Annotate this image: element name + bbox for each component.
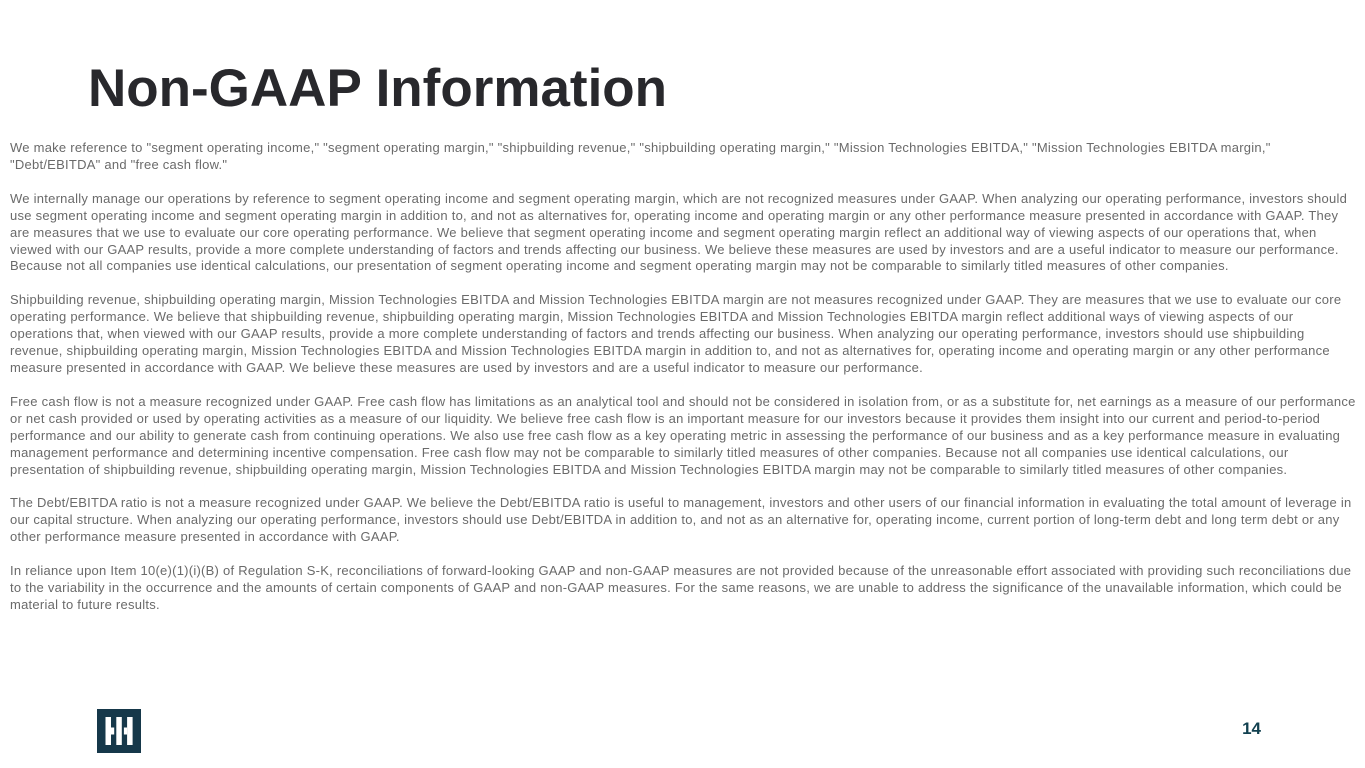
page-number: 14: [1242, 719, 1261, 738]
disclosure-text-block: [10, 140, 1357, 631]
paragraph-free-cash-flow: Free cash flow is not a measure recognized under GAAP. Free cash flow has limitations as an analytical tool and should not be considered in isolation from, or as a substitute for, net earnings as a measure of our performance or net cash provided or used by operating activities as a measure of our liquidity. We believe free cash flow is an important measure for our investors because it provides them insight into our current and period-to-period performance and our ability to generate cash from continuing operations. We also use free cash flow as a key operating metric in assessing the performance of our business and as a key performance measure in evaluating management performance and determining incentive compensation. Free cash flow may not be comparable to similarly titled measures of other companies. Because not all companies use identical calculations, our presentation of shipbuilding revenue, shipbuilding operating margin, Mission Technologies EBITDA and Mission Technologies EBITDA margin may not be comparable to similarly titled measures of other companies.: [10, 393, 1356, 477]
paragraph-regulation-sk: In reliance upon Item 10(e)(1)(i)(B) of Regulation S-K, reconciliations of forward-looking GAAP and non-GAAP measures are not provided because of the unreasonable effort associated with providing such reconciliations due to the variability in the occurrence and the amounts of certain components of GAAP and non-GAAP measures. For the same reasons, we are unable to address the significance of the unavailable information, which could be material to future results.: [10, 563, 1352, 612]
paragraph-segment-measures: We internally manage our operations by reference to segment operating income and segment operating margin, which are not recognized measures under GAAP. When analyzing our operating performance, investors should use segment operating income and segment operating margin in addition to, and not as alternatives for, operating income and operating margin or any other performance measure presented in accordance with GAAP. They are measures that we use to evaluate our core operating performance. We believe that segment operating income and segment operating margin reflect an additional way of viewing aspects of our operations that, when viewed with our GAAP results, provide a more complete understanding of factors and trends affecting our business. We believe these measures are used by investors and are a useful indicator to measure our performance. Because not all companies use identical calculations, our presentation of segment operating income and segment operating margin may not be comparable to similarly titled measures of other companies.: [10, 190, 1348, 274]
paragraph-references: We make reference to "segment operating income," "segment operating margin," "shipbuilding revenue," "shipbuilding operating margin," "Mission Technologies EBITDA," "Mission Technologies EBITDA margin," "Debt/EBITDA" and "free cash flow.": [10, 140, 1271, 172]
paragraph-debt-ebitda: The Debt/EBITDA ratio is not a measure recognized under GAAP. We believe the Debt/EBITDA ratio is useful to management, investors and other users of our financial information in evaluating the total amount of leverage in our capital structure. When analyzing our operating performance, investors should use Debt/EBITDA in addition to, and not as an alternative for, operating income, current portion of long-term debt and long term debt or any other performance measure presented in accordance with GAAP.: [10, 495, 1352, 545]
paragraph-shipbuilding-measures: Shipbuilding revenue, shipbuilding operating margin, Mission Technologies EBITDA and Mission Technologies EBITDA margin are not measures recognized under GAAP. They are measures that we use to evaluate our core operating performance. We believe that shipbuilding revenue, shipbuilding operating margin, Mission Technologies EBITDA and Mission Technologies EBITDA margin reflect additional ways of viewing aspects of our operations that, when viewed with our GAAP results, provide a more complete understanding of factors and trends affecting our business. When analyzing our operating performance, investors should use shipbuilding revenue, shipbuilding operating margin, Mission Technologies EBITDA and Mission Technologies EBITDA margin in addition to, and not as alternatives for, operating income and operating margin or any other performance measure presented in accordance with GAAP. We believe these measures are used by investors and are a useful indicator to measure our performance.: [10, 292, 1342, 375]
page-title: Non-GAAP Information: [88, 58, 668, 118]
hii-logo-icon: [97, 709, 141, 753]
